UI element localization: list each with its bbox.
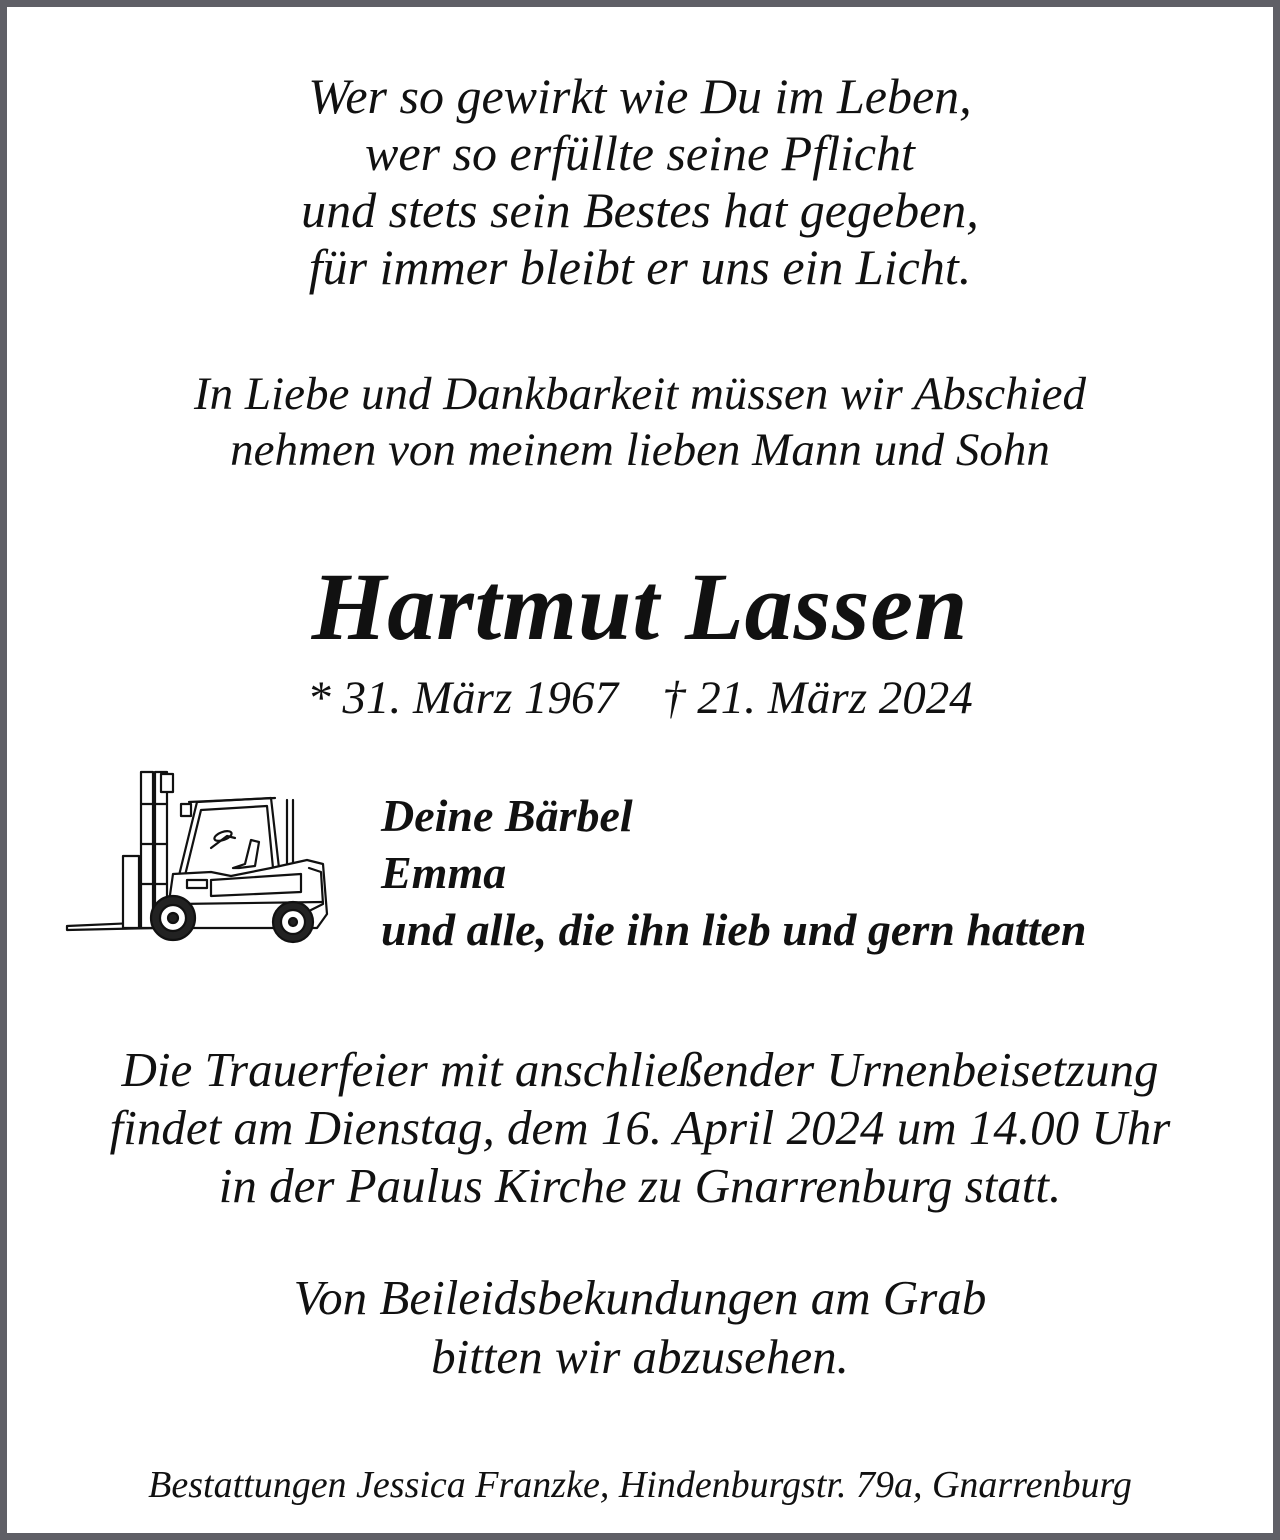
mourner-line: Emma bbox=[381, 847, 507, 898]
forklift-icon bbox=[61, 764, 337, 949]
mourner-line: Deine Bärbel bbox=[381, 790, 633, 841]
deceased-name: Hartmut Lassen bbox=[311, 553, 969, 660]
intro-line: nehmen von meinem lieben Mann und Sohn bbox=[230, 424, 1050, 476]
poem-line: Wer so gewirkt wie Du im Leben, bbox=[308, 68, 972, 124]
undertaker-line: Bestattungen Jessica Franzke, Hindenburgstr. 79a, Gnarrenburg bbox=[148, 1464, 1132, 1506]
life-dates bbox=[7, 672, 1273, 724]
intro-line: In Liebe und Dankbarkeit müssen wir Abschied bbox=[193, 368, 1086, 420]
birth-date: * 31. März 1967 bbox=[307, 672, 618, 724]
service-line: in der Paulus Kirche zu Gnarrenburg statt. bbox=[218, 1158, 1062, 1213]
service-line: Die Trauerfeier mit anschließender Urnenbeisetzung bbox=[121, 1042, 1159, 1097]
condolence-note-line: bitten wir abzusehen. bbox=[431, 1329, 849, 1384]
service-line: findet am Dienstag, dem 16. April 2024 um 14.00 Uhr bbox=[109, 1100, 1171, 1155]
poem-line: wer so erfüllte seine Pflicht bbox=[365, 125, 915, 181]
poem-line: für immer bleibt er uns ein Licht. bbox=[308, 239, 972, 295]
poem-line: und stets sein Bestes hat gegeben, bbox=[301, 182, 979, 238]
death-date: † 21. März 2024 bbox=[662, 672, 973, 724]
mourner-line: und alle, die ihn lieb und gern hatten bbox=[381, 904, 1087, 955]
condolence-note-line: Von Beileidsbekundungen am Grab bbox=[293, 1270, 987, 1325]
